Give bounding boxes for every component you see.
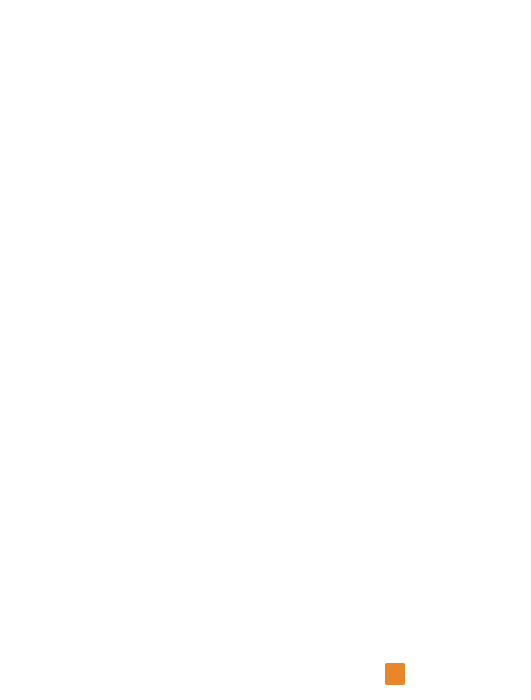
publisher-logo-icon [385,663,405,685]
